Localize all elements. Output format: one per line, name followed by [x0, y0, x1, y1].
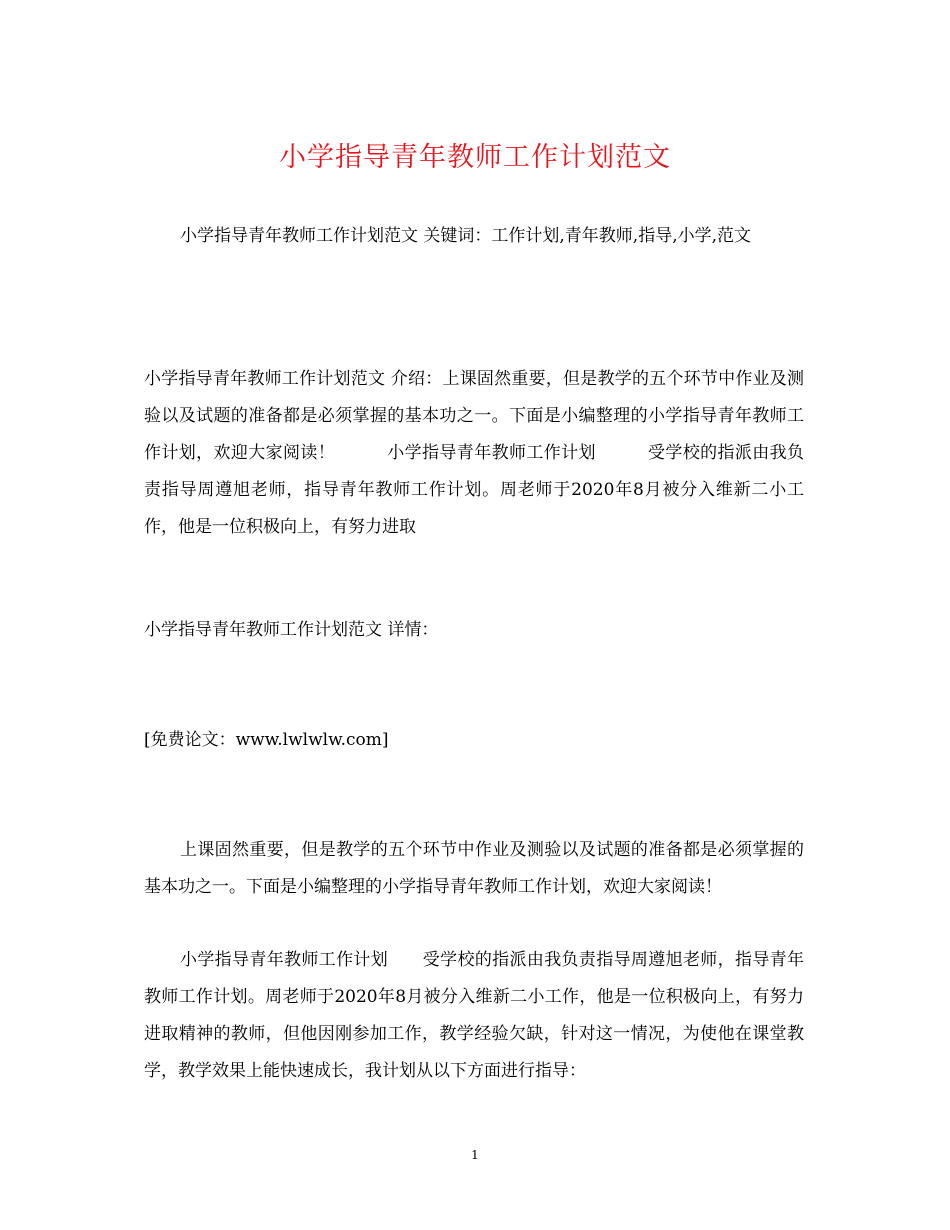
- details-label: 小学指导青年教师工作计划范文 详情：: [144, 620, 439, 640]
- body-paragraph-2: 小学指导青年教师工作计划 受学校的指派由我负责指导周遵旭老师，指导青年教师工作计划。周老师于2020年8月被分入维新二小工作，他是一位积极向上，有努力进取精神的教师，但他因刚参加工作，教学经验欠缺，针对这一情况，为使他在课堂教学，教学效果上能快速成长，我计划从以下方面进行指导：: [144, 950, 804, 1081]
- source-link: [免费论文：www.lwlwlw.com]: [144, 730, 389, 750]
- keywords-paragraph: 小学指导青年教师工作计划范文 关键词：工作计划,青年教师,指导,小学,范文: [180, 226, 752, 246]
- intro-paragraph: 小学指导青年教师工作计划范文 介绍：上课固然重要，但是教学的五个环节中作业及测验以及试题的准备都是必须掌握的基本功之一。下面是小编整理的小学指导青年教师工作计划，欢迎大家阅读！ 小学指导青年教师工作计划 受学校的指派由我负责指导周遵旭老师，指导青年教师工作计划。周老师于2020年8月被分入维新二小工作，他是一位积极向上，有努力进取: [144, 369, 804, 537]
- document-title: 小学指导青年教师工作计划范文: [279, 142, 671, 173]
- body-paragraph-1: 上课固然重要，但是教学的五个环节中作业及测验以及试题的准备都是必须掌握的基本功之一。下面是小编整理的小学指导青年教师工作计划，欢迎大家阅读！: [144, 840, 804, 897]
- page-number: 1: [471, 1148, 479, 1162]
